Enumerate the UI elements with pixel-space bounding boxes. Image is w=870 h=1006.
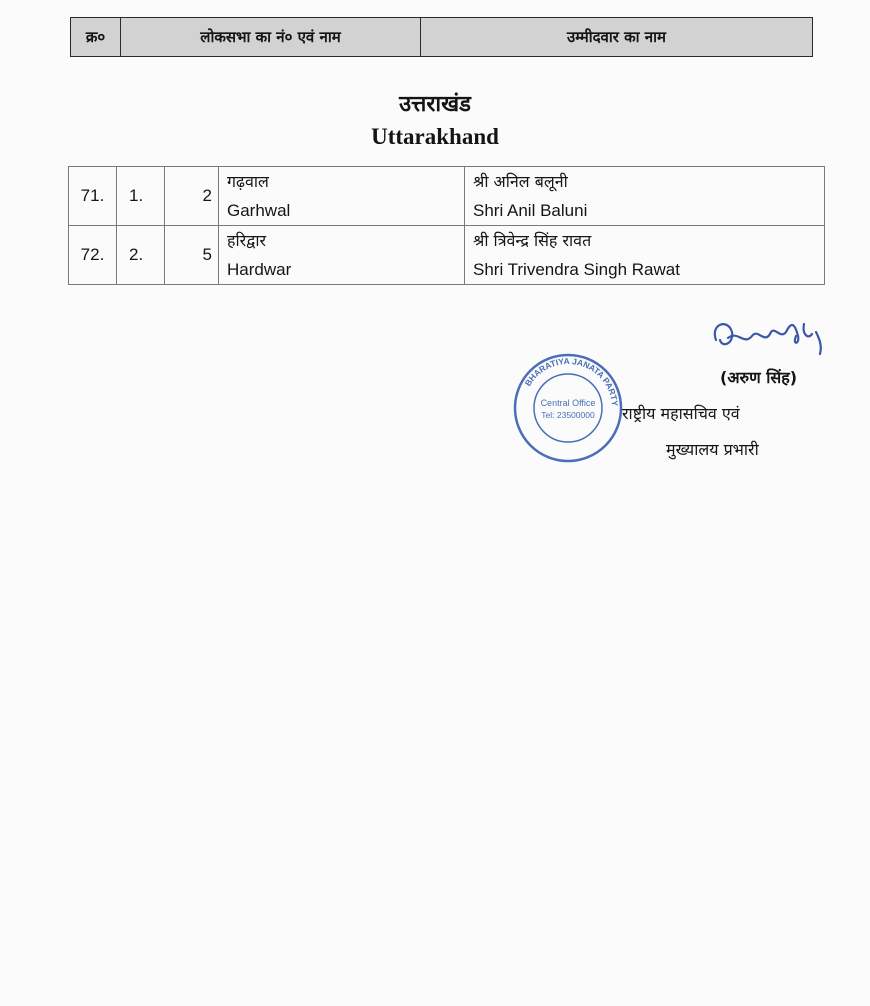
header-candidate: उम्मीदवार का नाम xyxy=(421,18,813,57)
constituency-english: Hardwar xyxy=(227,260,292,279)
candidate-hindi: श्री त्रिवेन्द्र सिंह रावत xyxy=(473,231,592,250)
state-serial-cell: 1. xyxy=(117,167,165,226)
constituency-hindi: हरिद्वार xyxy=(227,231,267,250)
seat-number-cell: 5 xyxy=(165,226,219,285)
party-stamp xyxy=(512,352,624,464)
stamp-line-2: Tel: 23500000 xyxy=(541,410,595,420)
constituency-hindi: गढ़वाल xyxy=(227,172,269,191)
constituency-cell xyxy=(219,167,465,226)
header-table xyxy=(70,17,813,57)
table-row xyxy=(69,167,825,226)
constituency-cell xyxy=(219,226,465,285)
table-row xyxy=(69,226,825,285)
candidate-table xyxy=(68,166,825,285)
stamp-ring-text: BHARATIYA JANATA PARTY xyxy=(522,355,621,407)
state-title-hindi: उत्तराखंड xyxy=(399,92,471,117)
header-serial: क्र० xyxy=(71,18,121,57)
seat-number-cell: 2 xyxy=(165,167,219,226)
serial-cell: 71. xyxy=(69,167,117,226)
state-title-english: Uttarakhand xyxy=(371,124,499,149)
handwritten-signature xyxy=(708,310,838,370)
state-serial-cell: 2. xyxy=(117,226,165,285)
candidate-cell xyxy=(465,167,825,226)
candidate-hindi: श्री अनिल बलूनी xyxy=(473,172,568,191)
signatory-designation-line-2: मुख्यालय प्रभारी xyxy=(666,440,759,459)
signatory-name: (अरुण सिंह) xyxy=(720,368,798,387)
signatory-designation-line-1: राष्ट्रीय महासचिव एवं xyxy=(622,404,740,423)
candidate-english: Shri Anil Baluni xyxy=(473,201,588,220)
candidate-english: Shri Trivendra Singh Rawat xyxy=(473,260,680,279)
stamp-line-1: Central Office xyxy=(540,398,596,408)
header-constituency: लोकसभा का नं० एवं नाम xyxy=(121,18,421,57)
constituency-english: Garhwal xyxy=(227,201,291,220)
serial-cell: 72. xyxy=(69,226,117,285)
candidate-cell xyxy=(465,226,825,285)
